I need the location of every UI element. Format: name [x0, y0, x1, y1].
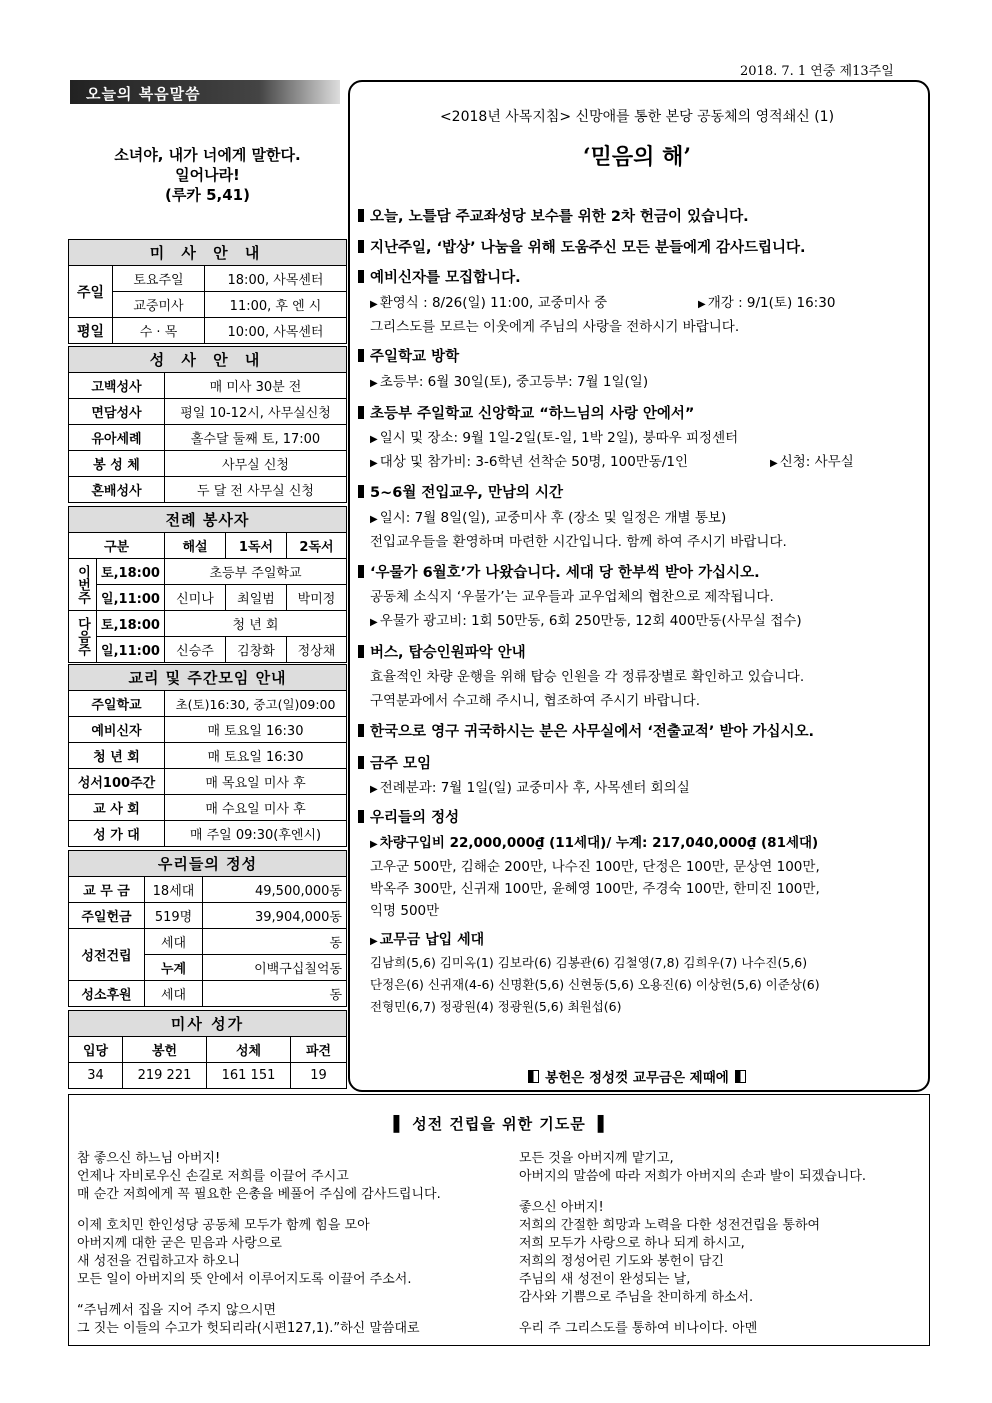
sacrament-value: 매 미사 30분 전: [165, 373, 347, 399]
meeting-name: 성서100주간: [69, 769, 165, 795]
gospel-verse: [70, 145, 345, 205]
notice-subitem: [370, 450, 688, 470]
hymn-header: 성체: [207, 1037, 291, 1063]
notice-item: [358, 806, 459, 827]
servers-header: 1독서: [226, 533, 287, 559]
server-name: 신미나: [165, 585, 226, 611]
hymn-header: 입당: [69, 1037, 123, 1063]
meeting-name: 성 가 대: [69, 821, 165, 847]
notice-item: [358, 720, 814, 741]
notice-subitem: [370, 831, 818, 851]
notice-subtext: 신청: 사무실: [779, 454, 854, 470]
next-week-label: 다음주: [69, 611, 97, 663]
notice-subtext: 교무금 납입 세대: [379, 932, 485, 948]
servers-title: 전례 봉사자: [69, 507, 347, 533]
notice-subitem: [770, 450, 854, 470]
triangle-icon: ▶: [698, 299, 706, 310]
offering-title: 우리들의 정성: [69, 851, 347, 877]
server-name: 최일범: [226, 585, 287, 611]
offering-name: 교 무 금: [69, 877, 145, 903]
notice-subitem: [370, 929, 484, 949]
notice-subtext: 대상 및 참가비: 3-6학년 선착순 50명, 100만동/1인: [379, 454, 689, 470]
notice-subtext: 익명 500만: [370, 903, 440, 919]
patron-label: 성소후원: [69, 981, 145, 1007]
notice-subtext: 일시: 7월 8일(일), 교중미사 후 (장소 및 일정은 개별 통보): [379, 510, 727, 526]
mass-time: 10:00, 사목센터: [205, 318, 347, 344]
notice-subitem: [370, 426, 738, 446]
mass-time: 18:00, 사목센터: [205, 266, 347, 292]
notice-subtext: 김남희(5,6) 김미옥(1) 김보라(6) 김봉관(6) 김철영(7,8) 김희우(7) 나수진(5,6): [370, 955, 808, 970]
notice-text: ‘우물가 6월호’가 나왔습니다. 세대 당 한부씩 받아 가십시오.: [370, 565, 760, 581]
sacrament-name: 혼배성사: [69, 477, 165, 503]
hymn-number: 34: [69, 1063, 123, 1089]
meeting-name: 예비신자: [69, 717, 165, 743]
building-row-label: 세대: [145, 929, 203, 955]
triangle-icon: ▶: [370, 458, 378, 469]
prayer-line: 아버지의 말씀에 따라 저희가 아버지의 손과 발이 되겠습니다.: [519, 1169, 867, 1184]
triangle-icon: ▶: [370, 514, 378, 525]
bullet-icon: [358, 270, 364, 283]
prayer-line: 모든 것을 아버지께 맡기고,: [519, 1151, 674, 1166]
prayer-line: 좋으신 아버지!: [519, 1200, 604, 1215]
mass-time: 11:00, 후 엔 시: [205, 292, 347, 318]
bullet-icon: [358, 756, 364, 769]
verse-reference: (루카 5,41): [165, 186, 250, 204]
sacrament-name: 면담성사: [69, 399, 165, 425]
notice-subtext: 박옥주 300만, 신귀재 100만, 윤혜영 100만, 주경숙 100만, 한미진 100만,: [370, 881, 820, 897]
hymns-title: 미사 성가: [69, 1011, 347, 1037]
prayer-line: “주님께서 집을 지어 주지 않으시면: [77, 1303, 277, 1318]
notice-subtext: 환영식 : 8/26(일) 11:00, 교중미사 중: [379, 295, 608, 311]
notice-subtext: 구역분과에서 수고해 주시니, 협조하여 주시기 바랍니다.: [370, 693, 700, 709]
mass-table: [68, 239, 347, 344]
triangle-icon: ▶: [370, 378, 378, 389]
patron-value: 동: [203, 981, 347, 1007]
bullet-icon: [358, 645, 364, 658]
notice-text: 지난주일, ‘밥상’ 나눔을 위해 도움주신 모든 분들에게 감사드립니다.: [370, 240, 806, 256]
bullet-icon: [358, 565, 364, 578]
bullet-icon: [358, 485, 364, 498]
sacrament-value: 홀수달 둘째 토, 17:00: [165, 425, 347, 451]
meeting-value: 매 토요일 16:30: [165, 743, 347, 769]
sacrament-value: 사무실 신청: [165, 451, 347, 477]
notice-item: [358, 641, 526, 662]
prayer-line: 참 좋으신 하느님 아버지!: [77, 1151, 221, 1166]
notice-item: [358, 205, 749, 226]
notice-text: 버스, 탑승인원파악 안내: [370, 645, 526, 661]
notice-item: [358, 752, 431, 773]
notice-text: 예비신자를 모집합니다.: [370, 270, 521, 286]
prayer-line: 모든 일이 아버지의 뜻 안에서 이루어지도록 이끌어 주소서.: [77, 1272, 412, 1287]
notice-subtext: 그리스도를 모르는 이웃에게 주님의 사랑을 전하시기 바랍니다.: [370, 319, 740, 335]
bullet-icon: [358, 406, 364, 419]
hymn-header: 파견: [291, 1037, 347, 1063]
notice-subtext: 우물가 광고비: 1회 50만동, 6회 250만동, 12회 400만동(사무실 접수): [379, 613, 802, 629]
notice-text: 우리들의 정성: [370, 810, 460, 826]
notice-subtext: 개강 : 9/1(토) 16:30: [707, 295, 836, 311]
servers-header: 구분: [69, 533, 165, 559]
bullet-icon: [358, 209, 364, 222]
building-fund-label: 성전건립: [69, 929, 145, 981]
server-name: 김창화: [226, 637, 287, 663]
offering-amount: 39,904,000동: [203, 903, 347, 929]
meeting-value: 매 목요일 미사 후: [165, 769, 347, 795]
prayer-line: 우리 주 그리스도를 통하여 비나이다. 아멘: [519, 1321, 758, 1336]
notice-subitem: [370, 291, 607, 311]
server-time: 일,11:00: [97, 585, 165, 611]
mass-name: 수 · 목: [113, 318, 205, 344]
sacrament-value: 평일 10-12시, 사무실신청: [165, 399, 347, 425]
triangle-icon: ▶: [370, 299, 378, 310]
sacrament-title: 성 사 안 내: [69, 347, 347, 373]
gospel-heading-bar: [70, 80, 340, 104]
servers-table: [68, 506, 347, 663]
server-time: 토,18:00: [97, 559, 165, 585]
gospel-heading: 오늘의 복음말씀: [86, 85, 201, 103]
hymn-header: 봉헌: [123, 1037, 207, 1063]
notice-item: [358, 402, 694, 423]
offering-amount: 49,500,000동: [203, 877, 347, 903]
prayer-line: 아버지께 대한 굳은 믿음과 사랑으로: [77, 1236, 282, 1251]
bullet-icon: [358, 240, 364, 253]
box-right-icon: [735, 1070, 746, 1083]
notice-text: 금주 모임: [370, 756, 432, 772]
bullet-icon: [358, 349, 364, 362]
meeting-name: 주일학교: [69, 691, 165, 717]
verse-line: 일어나라!: [175, 166, 240, 184]
triangle-icon: ▶: [770, 458, 778, 469]
bullet-icon: [358, 724, 364, 737]
notice-subtext: 전형민(6,7) 정광원(4) 정광원(5,6) 최원섭(6): [370, 999, 622, 1014]
notice-item: [358, 266, 521, 287]
notice-item: [358, 345, 459, 366]
sunday-label: 주일: [69, 266, 113, 318]
notice-item: [358, 561, 760, 582]
issue-date: 2018. 7. 1 연중 제13주일: [740, 64, 894, 79]
building-row-value: 동: [203, 929, 347, 955]
prayer-line: 감사와 기쁨으로 주님을 찬미하게 하소서.: [519, 1290, 754, 1305]
building-total-value: 이백구십칠억동: [203, 955, 347, 981]
prayer-line: 저희의 정성어린 기도와 봉헌이 담긴: [519, 1254, 724, 1269]
prayer-line: 새 성전을 건립하고자 하오니: [77, 1254, 241, 1269]
mass-name: 교중미사: [113, 292, 205, 318]
server-name: 초등부 주일학교: [165, 559, 347, 585]
sacrament-value: 두 달 전 사무실 신청: [165, 477, 347, 503]
notice-text: 오늘, 노틀담 주교좌성당 보수를 위한 2차 헌금이 있습니다.: [370, 209, 749, 225]
server-name: 정상채: [287, 637, 347, 663]
prayer-title: ▌ 성전 건립을 위한 기도문 ▐: [393, 1115, 605, 1133]
server-name: 박미정: [287, 585, 347, 611]
meeting-value: 매 토요일 16:30: [165, 717, 347, 743]
mass-name: 토요주일: [113, 266, 205, 292]
pastoral-policy: <2018년 사목지침> 신망애를 통한 본당 공동체의 영적쇄신 (1): [439, 109, 835, 125]
offering-count: 18세대: [145, 877, 203, 903]
prayer-line: 매 순간 저희에게 꼭 필요한 은총을 베풀어 주심에 감사드립니다.: [77, 1187, 441, 1202]
notice-subtext: 일시 및 장소: 9월 1일-2일(토-일, 1박 2일), 붕따우 피정센터: [379, 430, 739, 446]
server-time: 일,11:00: [97, 637, 165, 663]
box-left-icon: [528, 1070, 539, 1083]
hymns-table: [68, 1010, 347, 1089]
notice-subtext: 초등부: 6월 30일(토), 중고등부: 7월 1일(일): [379, 374, 649, 390]
prayer-line: 저희의 간절한 희망과 노력을 다한 성전건립을 통하여: [519, 1218, 821, 1233]
sacrament-name: 고백성사: [69, 373, 165, 399]
offering-name: 주일헌금: [69, 903, 145, 929]
mass-title: 미 사 안 내: [69, 240, 347, 266]
notice-subitem: [370, 370, 648, 390]
meeting-value: 매 수요일 미사 후: [165, 795, 347, 821]
notice-footer: [348, 1066, 926, 1086]
server-name: 신승주: [165, 637, 226, 663]
patron-row-label: 세대: [145, 981, 203, 1007]
sacrament-name: 유아세례: [69, 425, 165, 451]
notice-subitem: [370, 776, 690, 796]
notice-text: 초등부 주일학교 신앙학교 “하느님의 사랑 안에서”: [370, 406, 695, 422]
meetings-table: [68, 664, 347, 847]
meeting-name: 청 년 회: [69, 743, 165, 769]
sacrament-table: [68, 346, 347, 503]
bullet-icon: [358, 810, 364, 823]
notice-subtext: 공동체 소식지 ‘우물가’는 교우들과 교우업체의 협찬으로 제작됩니다.: [370, 589, 774, 605]
triangle-icon: ▶: [370, 434, 378, 445]
notice-subitem: [370, 609, 802, 629]
offering-table: [68, 850, 347, 1007]
meetings-title: 교리 및 주간모임 안내: [69, 665, 347, 691]
notice-item: [358, 481, 563, 502]
building-total-label: 누계: [145, 955, 203, 981]
notice-item: [358, 236, 806, 257]
meeting-name: 교 사 회: [69, 795, 165, 821]
prayer-line: 저희 모두가 사랑으로 하나 되게 하시고,: [519, 1236, 745, 1251]
prayer-line: 그 짓는 이들의 수고가 헛되리라(시편127,1).”하신 말씀대로: [77, 1321, 420, 1336]
meeting-value: 초(토)16:30, 중고(일)09:00: [165, 691, 347, 717]
servers-header: 2독서: [287, 533, 347, 559]
notice-subitem: [370, 506, 726, 526]
triangle-icon: ▶: [370, 617, 378, 628]
notice-text: 5~6월 전입교우, 만남의 시간: [370, 485, 564, 501]
hymn-number: 219 221: [123, 1063, 207, 1089]
this-week-label: 이번주: [69, 559, 97, 611]
notice-subtext: 차량구입비 22,000,000₫ (11세대)/ 누계: 217,040,000₫ (81세대): [379, 835, 819, 851]
notice-subtext: 전입교우들을 환영하며 마련한 시간입니다. 함께 하여 주시기 바랍니다.: [370, 534, 787, 550]
notice-subtext: 고우군 500만, 김해순 200만, 나수진 100만, 단정은 100만, 문상연 100만,: [370, 859, 820, 875]
server-time: 토,18:00: [97, 611, 165, 637]
hymn-number: 161 151: [207, 1063, 291, 1089]
prayer-line: 주님의 새 성전이 완성되는 날,: [519, 1272, 691, 1287]
verse-line: 소녀야, 내가 너에게 말한다.: [114, 146, 301, 164]
notice-subitem: [698, 291, 835, 311]
prayer-line: 언제나 자비로우신 손길로 저희를 이끌어 주시고: [77, 1169, 349, 1184]
triangle-icon: ▶: [370, 839, 378, 850]
meeting-value: 매 주일 09:30(후엔시): [165, 821, 347, 847]
year-title: ‘믿음의 해’: [583, 144, 691, 170]
notice-subtext: 효율적인 차량 운행을 위해 탑승 인원을 각 정류장별로 확인하고 있습니다.: [370, 669, 805, 685]
hymn-number: 19: [291, 1063, 347, 1089]
offering-count: 519명: [145, 903, 203, 929]
notice-text: 주일학교 방학: [370, 349, 460, 365]
weekday-label: 평일: [69, 318, 113, 344]
sacrament-name: 봉 성 체: [69, 451, 165, 477]
triangle-icon: ▶: [370, 784, 378, 795]
notice-subtext: 단정은(6) 신귀재(4-6) 신명환(5,6) 신현동(5,6) 오용진(6) 이상헌(5,6) 이준상(6): [370, 977, 820, 992]
server-name: 청 년 회: [165, 611, 347, 637]
footer-text: 봉헌은 정성껏 교무금은 제때에: [545, 1070, 729, 1086]
triangle-icon: ▶: [370, 936, 378, 947]
servers-header: 해설: [165, 533, 226, 559]
notice-subtext: 전례분과: 7월 1일(일) 교중미사 후, 사목센터 회의실: [379, 780, 690, 796]
prayer-line: 이제 호치민 한인성당 공동체 모두가 함께 힘을 모아: [77, 1218, 370, 1233]
notice-text: 한국으로 영구 귀국하시는 분은 사무실에서 ‘전출교적’ 받아 가십시오.: [370, 724, 815, 740]
